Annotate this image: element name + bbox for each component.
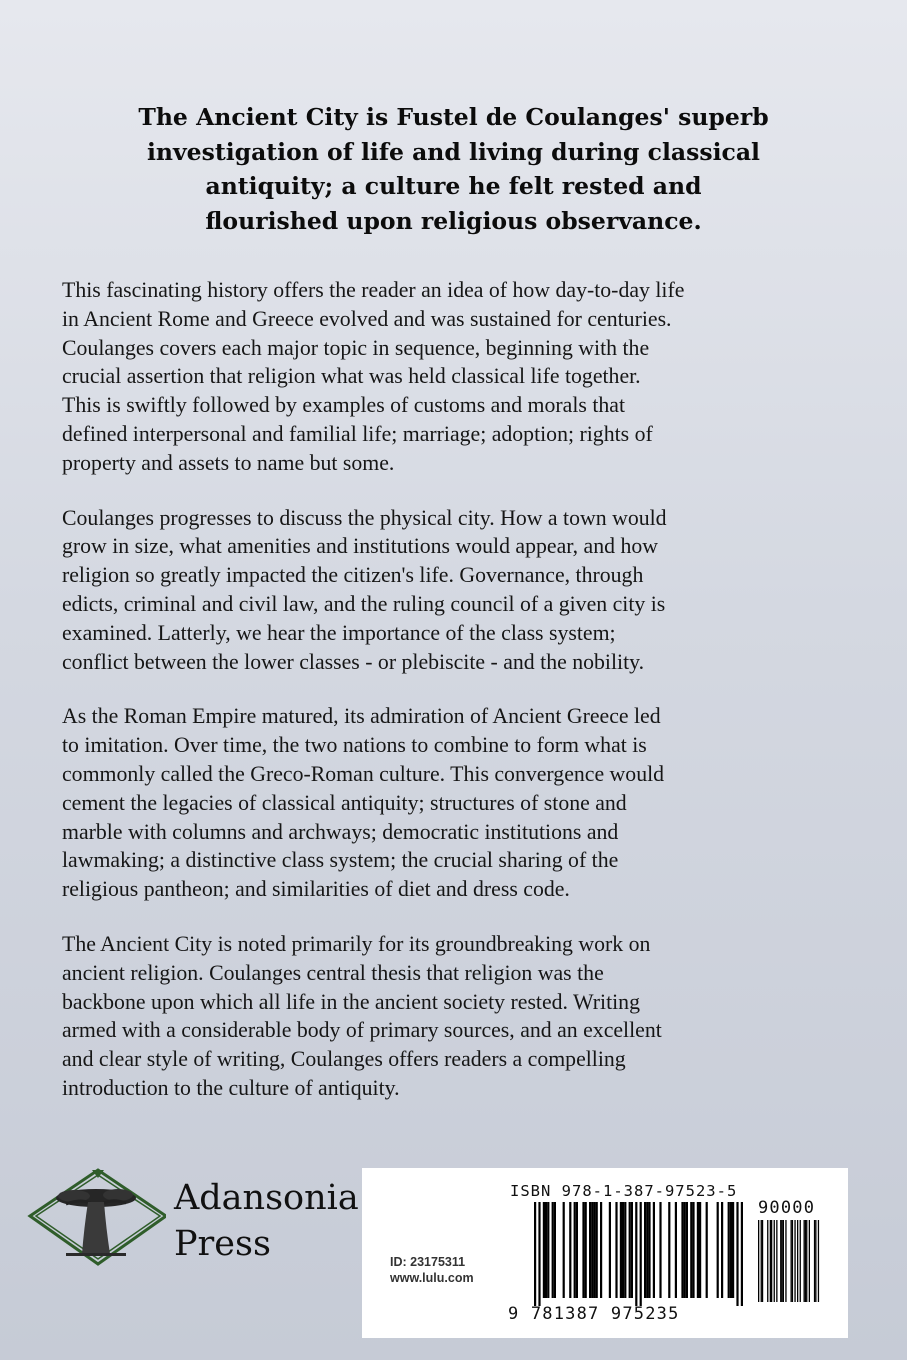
barcode-bar: [629, 1202, 631, 1298]
barcode-bar: [620, 1202, 622, 1298]
barcode-bar: [783, 1220, 784, 1302]
blurb-line: religious pantheon; and similarities of diet and dress code.: [62, 877, 570, 902]
barcode-bar: [640, 1202, 642, 1306]
barcode-bar: [794, 1220, 795, 1302]
barcode-bar: [815, 1220, 816, 1302]
barcode-bar: [576, 1202, 578, 1298]
barcode-bar: [593, 1202, 595, 1298]
barcode-bar: [781, 1220, 782, 1302]
barcode-bar: [615, 1202, 617, 1298]
barcode-bar: [776, 1220, 777, 1302]
barcode-bar: [609, 1202, 611, 1298]
barcode-bar: [690, 1202, 692, 1298]
barcode-bar: [797, 1220, 798, 1302]
barcode-bar: [538, 1202, 540, 1306]
barcode-bar: [697, 1202, 699, 1298]
barcode-bar: [675, 1202, 677, 1298]
barcode-bar: [554, 1202, 556, 1298]
barcode-bar: [631, 1202, 633, 1298]
blurb-line: property and assets to name but some.: [62, 450, 395, 475]
barcode-bar: [741, 1202, 743, 1306]
barcode-bar: [800, 1220, 801, 1302]
barcode-bar: [686, 1202, 688, 1298]
blurb-line: introduction to the culture of antiquity.: [62, 1075, 400, 1100]
barcode-bar: [736, 1202, 738, 1306]
barcode-bar: [692, 1202, 694, 1298]
barcode-bar: [659, 1202, 661, 1298]
blurb-line: The Ancient City is noted primarily for its groundbreaking work on: [62, 931, 651, 956]
blurb-line: armed with a considerable body of primary sources, and an excellent: [62, 1018, 662, 1043]
barcode-bar: [569, 1202, 571, 1298]
blurb-line: in Ancient Rome and Greece evolved and was sustained for centuries.: [62, 306, 672, 331]
addon-barcode: [758, 1220, 822, 1302]
barcode-bar: [648, 1202, 650, 1298]
blurb-paragraph-1: [62, 276, 862, 478]
barcode-bar: [543, 1202, 545, 1298]
lulu-id: ID: 23175311: [390, 1255, 466, 1269]
barcode-bar: [770, 1220, 771, 1302]
addon-digits: 90000: [758, 1198, 816, 1218]
blurb-line: examined. Latterly, we hear the importance of the class system;: [62, 620, 616, 645]
barcode-bar: [545, 1202, 547, 1298]
tagline: [60, 100, 847, 238]
barcode-bar: [668, 1202, 670, 1298]
barcode-bar: [574, 1202, 576, 1298]
blurb-line: commonly called the Greco-Roman culture. This convergence would: [62, 761, 665, 786]
barcode-bar: [552, 1202, 554, 1298]
blurb-line: This is swiftly followed by examples of customs and morals that: [62, 393, 626, 418]
barcode-bar: [809, 1220, 810, 1302]
blurb-line: grow in size, what amenities and institutions would appear, and how: [62, 534, 658, 559]
blurb-body: [62, 276, 862, 1129]
barcode-bar: [706, 1202, 708, 1298]
barcode-bar: [792, 1220, 793, 1302]
blurb-line: defined interpersonal and familial life; marriage; adoption; rights of: [62, 421, 653, 446]
barcode-bar: [805, 1220, 806, 1302]
barcode-bar: [818, 1220, 819, 1302]
blurb-line: to imitation. Over time, the two nations to combine to form what is: [62, 733, 647, 758]
tagline-line: The Ancient City is Fustel de Coulanges' superb: [138, 103, 769, 131]
blurb-paragraph-2: [62, 504, 862, 677]
lulu-url: www.lulu.com: [390, 1271, 474, 1285]
barcode-bar: [717, 1202, 719, 1298]
barcode-bar: [644, 1202, 646, 1298]
barcode-bar: [635, 1202, 637, 1306]
blurb-line: cement the legacies of classical antiquity; structures of stone and: [62, 790, 627, 815]
barcode-bar: [767, 1220, 768, 1302]
barcode-bar: [785, 1220, 786, 1302]
barcode-bar: [699, 1202, 701, 1298]
barcode-bar: [762, 1220, 763, 1302]
blurb-paragraph-3: [62, 702, 862, 904]
barcode-bar: [732, 1202, 734, 1298]
blurb-line: edicts, criminal and civil law, and the ruling council of a given city is: [62, 591, 666, 616]
barcode-bar: [804, 1220, 805, 1302]
blurb-paragraph-4: [62, 930, 862, 1103]
barcode-bar: [721, 1202, 723, 1298]
publisher-name-line2: Press: [174, 1224, 271, 1264]
blurb-line: marble with columns and archways; democratic institutions and: [62, 819, 619, 844]
barcode-bar: [624, 1202, 626, 1298]
publisher-logo: [26, 1168, 366, 1268]
barcode-bar: [758, 1220, 759, 1302]
barcode-bar: [806, 1220, 807, 1302]
barcode-bar: [585, 1202, 587, 1298]
barcode-bar: [774, 1220, 775, 1302]
tagline-line: flourished upon religious observance.: [205, 206, 702, 235]
barcode-bar: [653, 1202, 655, 1298]
barcode-panel: [362, 1168, 848, 1338]
barcode-bar: [591, 1202, 593, 1298]
blurb-line: backbone upon which all life in the ancient society rested. Writing: [62, 989, 640, 1014]
baobab-tree-diamond-icon: [26, 1168, 166, 1268]
barcode-bar: [563, 1202, 565, 1298]
blurb-line: This fascinating history offers the reader an idea of how day-to-day life: [62, 278, 685, 302]
isbn-label: ISBN 978-1-387-97523-5: [510, 1182, 738, 1200]
barcode-bar: [761, 1220, 762, 1302]
tagline-line: antiquity; a culture he felt rested and: [205, 172, 702, 200]
barcode-bar: [600, 1202, 602, 1298]
blurb-line: conflict between the lower classes - or plebiscite - and the nobility.: [62, 649, 645, 674]
barcode-bar: [684, 1202, 686, 1298]
barcode-bar: [780, 1220, 781, 1302]
tagline-line: investigation of life and living during classical: [147, 137, 760, 166]
blurb-line: ancient religion. Coulanges central thesis that religion was the: [62, 960, 604, 985]
barcode-bar: [589, 1202, 591, 1298]
ean13-barcode: [534, 1202, 754, 1306]
blurb-line: Coulanges progresses to discuss the physical city. How a town would: [62, 505, 667, 530]
blurb-line: crucial assertion that religion what was held classical life together.: [62, 364, 641, 389]
barcode-bar: [681, 1202, 683, 1298]
barcode-bar: [771, 1220, 772, 1302]
barcode-bar: [646, 1202, 648, 1298]
blurb-line: and clear style of writing, Coulanges offers readers a compelling: [62, 1047, 626, 1072]
barcode-bar: [814, 1220, 815, 1302]
blurb-line: As the Roman Empire matured, its admiration of Ancient Greece led: [62, 704, 661, 729]
ean-digits: 9 781387 975235: [508, 1304, 680, 1324]
barcode-bar: [582, 1202, 584, 1298]
publisher-name-line1: Adansonia: [174, 1178, 359, 1218]
barcode-bar: [728, 1202, 730, 1298]
barcode-bar: [534, 1202, 536, 1306]
barcode-bar: [791, 1220, 792, 1302]
barcode-bar: [730, 1202, 732, 1298]
blurb-line: Coulanges covers each major topic in sequence, beginning with the: [62, 335, 650, 360]
barcode-bar: [622, 1202, 624, 1298]
blurb-line: religion so greatly impacted the citizen's life. Governance, through: [62, 563, 644, 588]
barcode-bar: [547, 1202, 549, 1298]
blurb-line: lawmaking; a distinctive class system; the crucial sharing of the: [62, 848, 619, 873]
barcode-bar: [596, 1202, 598, 1298]
